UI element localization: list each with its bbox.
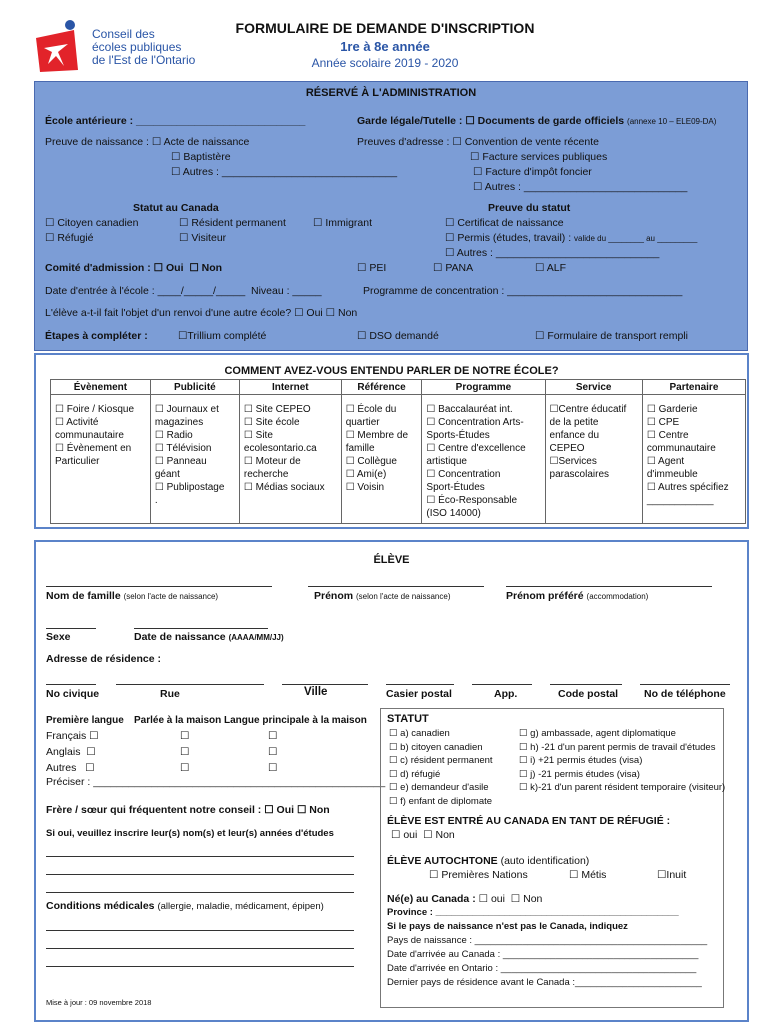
inuit-checkbox[interactable]: ☐Inuit	[657, 869, 687, 881]
sexe-line[interactable]	[46, 628, 96, 629]
survey-option[interactable]: (ISO 14000)	[426, 508, 481, 519]
statut-box	[380, 708, 724, 1008]
preuve-naissance-autres[interactable]: ☐ Autres : ______________________________	[171, 166, 398, 178]
preuve-adresse-facture[interactable]: ☐ Facture services publiques	[470, 151, 608, 163]
langue-header-1: Première langue	[46, 715, 124, 726]
adresse-label: Adresse de résidence :	[46, 653, 161, 665]
statut-option[interactable]: ☐ i) +21 permis études (visa)	[519, 755, 643, 766]
app-label: App.	[494, 688, 518, 700]
survey-option[interactable]: ☐ Baccalauréat int.	[426, 404, 513, 415]
survey-col-options[interactable]	[239, 395, 341, 524]
civique-line[interactable]	[46, 684, 96, 685]
survey-option[interactable]: ☐ École du	[345, 404, 397, 415]
transport-checkbox[interactable]: ☐ Formulaire de transport rempli	[535, 330, 688, 342]
freres-line-2[interactable]	[46, 874, 354, 875]
refugie-title: ÉLÈVE EST ENTRÉ AU CANADA EN TANT DE RÉFUGIÉ :	[387, 815, 671, 827]
preuve-autres[interactable]: ☐ Autres : ____________________________	[445, 247, 660, 259]
survey-option[interactable]: recherche	[243, 469, 289, 480]
maison-autres[interactable]: ☐	[180, 762, 190, 774]
maison-francais[interactable]: ☐	[180, 730, 190, 742]
autochtone-title: ÉLÈVE AUTOCHTONE (auto identification)	[387, 855, 590, 867]
survey-col-header: Internet	[239, 380, 341, 395]
survey-option[interactable]: Sport-Études	[426, 482, 485, 493]
survey-option[interactable]: ☐ Ami(e)	[345, 469, 387, 480]
arrivee-ontario-field[interactable]: Date d'arrivée en Ontario : _____________________________________	[387, 963, 697, 974]
survey-option[interactable]: communautaire	[55, 430, 124, 441]
nom-line[interactable]	[46, 586, 272, 587]
survey-option[interactable]: ☐ Journaux et	[154, 404, 219, 415]
survey-option[interactable]: d'immeuble	[646, 469, 698, 480]
dob-label: Date de naissance (AAAA/MM/JJ)	[134, 631, 284, 643]
survey-option[interactable]: parascolaires	[549, 469, 610, 480]
survey-option[interactable]: ☐ Activité	[55, 417, 99, 428]
survey-option[interactable]: ☐ Site	[243, 430, 273, 441]
form-year: Année scolaire 2019 - 2020	[311, 56, 459, 70]
langue-header-2: Parlée à la maison	[134, 715, 222, 726]
survey-option[interactable]: ☐ Garderie	[646, 404, 698, 415]
survey-option[interactable]: communautaire	[646, 443, 716, 454]
dob-line[interactable]	[134, 628, 268, 629]
sexe-label: Sexe	[46, 631, 71, 643]
comite-admission[interactable]: Comité d'admission : ☐ Oui ☐ Non	[45, 262, 223, 274]
civique-label: No civique	[46, 688, 100, 700]
preuve-naissance-baptistere[interactable]: ☐ Baptistère	[171, 151, 231, 163]
survey-col-header: Évènement	[51, 380, 151, 395]
principale-anglais[interactable]: ☐	[268, 746, 278, 758]
survey-option[interactable]: artistique	[426, 456, 467, 467]
survey-option[interactable]: quartier	[345, 417, 380, 428]
survey-option[interactable]: ☐ Autres spécifiez	[646, 482, 729, 493]
freres-question[interactable]: Frère / sœur qui fréquentent notre conseil : ☐ Oui ☐ Non	[46, 804, 330, 816]
survey-table	[50, 379, 746, 524]
survey-section	[34, 353, 749, 529]
survey-option[interactable]: Sports-Études	[426, 430, 490, 441]
survey-col-options[interactable]	[422, 395, 545, 524]
preciser-field[interactable]: Préciser : __________________________________________________	[46, 776, 386, 788]
programme-concentration-field[interactable]: Programme de concentration : ______________________________	[363, 285, 683, 297]
survey-col-options[interactable]	[150, 395, 239, 524]
preuve-adresse-convention[interactable]: Preuves d'adresse : ☐ Convention de vente récente	[357, 136, 599, 148]
casier-label: Casier postal	[386, 688, 452, 700]
conditions-line-1[interactable]	[46, 930, 354, 931]
dernier-pays-field[interactable]: Dernier pays de résidence avant le Canada :________________________	[387, 977, 702, 988]
statut-immigrant[interactable]: ☐ Immigrant	[313, 217, 373, 229]
mise-a-jour: Mise à jour : 09 novembre 2018	[46, 998, 152, 1007]
survey-col-options[interactable]	[341, 395, 422, 524]
survey-option[interactable]: ☐ Voisin	[345, 482, 385, 493]
survey-option[interactable]: ☐ Médias sociaux	[243, 482, 325, 493]
conditions-line-2[interactable]	[46, 948, 354, 949]
conditions-line-3[interactable]	[46, 966, 354, 967]
refugie-options[interactable]: ☐ oui ☐ Non	[391, 829, 455, 841]
statut-option[interactable]: ☐ b) citoyen canadien	[389, 741, 483, 753]
langue-autres[interactable]: Autres ☐	[46, 762, 95, 774]
survey-option[interactable]: magazines	[154, 417, 204, 428]
garde-legale-field[interactable]: Garde légale/Tutelle : ☐ Documents de garde officiels (annexe 10 – ELE09-DA)	[357, 115, 717, 127]
app-line[interactable]	[472, 684, 532, 685]
statut-refugie[interactable]: ☐ Réfugié	[45, 232, 94, 244]
survey-option[interactable]: CEPEO	[549, 443, 585, 454]
code-label: Code postal	[558, 688, 619, 700]
preuve-statut-title: Preuve du statut	[488, 202, 571, 214]
statut-option[interactable]: ☐ c) résident permanent	[389, 755, 493, 766]
preuve-adresse-autres[interactable]: ☐ Autres : ____________________________	[473, 181, 688, 193]
ville-line[interactable]	[282, 684, 368, 685]
survey-option[interactable]: ☐ Collègue	[345, 456, 397, 467]
survey-col-header: Publicité	[150, 380, 239, 395]
statut-option[interactable]: ☐ j) -21 permis études (visa)	[519, 768, 640, 780]
principale-autres[interactable]: ☐	[268, 762, 278, 774]
survey-col-options[interactable]	[51, 395, 151, 524]
prenom-label: Prénom (selon l'acte de naissance)	[314, 590, 451, 602]
survey-option[interactable]: ☐ Évènement en	[55, 443, 132, 454]
form-title: FORMULAIRE DE DEMANDE D'INSCRIPTION	[235, 20, 535, 36]
province-field[interactable]: Province : ______________________________________________	[387, 907, 679, 918]
form-grade: 1re à 8e année	[340, 39, 430, 54]
premieres-nations-checkbox[interactable]: ☐ Premières Nations	[429, 869, 528, 881]
statut-option[interactable]: ☐ h) -21 d'un parent permis de travail d'études	[519, 741, 716, 753]
survey-option[interactable]: de la petite	[549, 417, 599, 428]
statut-visiteur[interactable]: ☐ Visiteur	[179, 232, 227, 244]
preuve-naissance-acte[interactable]: Preuve de naissance : ☐ Acte de naissance	[45, 136, 250, 148]
survey-option[interactable]: ☐ Concentration Arts-	[426, 417, 524, 428]
casier-line[interactable]	[386, 684, 454, 685]
survey-option[interactable]: .	[154, 495, 158, 506]
preuve-permis[interactable]: ☐ Permis (études, travail) : valide du ________ au _________	[445, 232, 698, 244]
statut-option[interactable]: ☐ k)-21 d'un parent résident temporaire (visiteur)	[519, 782, 726, 793]
admin-section	[34, 81, 748, 351]
survey-option[interactable]: ☐Services	[549, 456, 597, 467]
survey-option[interactable]: ☐ Centre d'excellence	[426, 443, 526, 454]
survey-option[interactable]: ____________	[646, 495, 714, 506]
statut-resident[interactable]: ☐ Résident permanent	[179, 217, 286, 229]
statut-title: STATUT	[387, 713, 429, 725]
survey-option[interactable]: ☐ Télévision	[154, 443, 212, 454]
langue-francais[interactable]: Français ☐	[46, 730, 99, 742]
preuve-certificat[interactable]: ☐ Certificat de naissance	[445, 217, 564, 229]
tel-line[interactable]	[640, 684, 730, 685]
survey-option[interactable]: géant	[154, 469, 180, 480]
survey-option[interactable]: ☐ CPE	[646, 417, 680, 428]
ecole-anterieure-field[interactable]: École antérieure : _____________________________	[45, 115, 306, 127]
ne-canada-field[interactable]: Né(e) au Canada : ☐ oui ☐ Non	[387, 893, 543, 905]
eleve-section	[34, 540, 749, 1022]
rue-line[interactable]	[116, 684, 264, 685]
code-line[interactable]	[550, 684, 622, 685]
langue-header-3: Langue principale à la maison	[224, 715, 367, 726]
pays-naissance-field[interactable]: Pays de naissance : ____________________________________________	[387, 935, 708, 946]
statut-option[interactable]: ☐ a) canadien	[389, 728, 450, 739]
admin-title: RÉSERVÉ À L'ADMINISTRATION	[305, 87, 477, 99]
nom-label: Nom de famille (selon l'acte de naissance)	[46, 590, 219, 602]
survey-option[interactable]: ☐ Site école	[243, 417, 300, 428]
form-header	[220, 20, 550, 70]
prenom-line[interactable]	[308, 586, 484, 587]
survey-option[interactable]: enfance du	[549, 430, 600, 441]
date-entree-field[interactable]: Date d'entrée à l'école : ____/_____/_____ Niveau : _____	[45, 285, 322, 297]
survey-col-header: Partenaire	[642, 380, 745, 395]
statut-option[interactable]: ☐ g) ambassade, agent diplomatique	[519, 728, 676, 739]
survey-option[interactable]: ☐ Éco-Responsable	[426, 495, 518, 506]
survey-col-header: Référence	[341, 380, 422, 395]
maison-anglais[interactable]: ☐	[180, 746, 190, 758]
conditions-label: Conditions médicales (allergie, maladie, médicament, épipen)	[46, 900, 324, 912]
cepeo-logo-mark	[34, 20, 80, 72]
survey-option[interactable]: ☐ Radio	[154, 430, 193, 441]
statut-right-list	[519, 727, 725, 795]
si-oui-label: Si oui, veuillez inscrire leur(s) nom(s) et leur(s) années d'études	[46, 828, 334, 839]
trillium-checkbox[interactable]: ☐Trillium complété	[178, 330, 267, 342]
dso-checkbox[interactable]: ☐ DSO demandé	[357, 330, 439, 342]
statut-left-list	[389, 727, 493, 808]
ville-label: Ville	[304, 686, 328, 698]
prefere-line[interactable]	[506, 586, 712, 587]
survey-title: COMMENT AVEZ-VOUS ENTENDU PARLER DE NOTRE ÉCOLE?	[224, 365, 559, 377]
preuve-adresse-impot[interactable]: ☐ Facture d'impôt foncier	[473, 166, 592, 178]
tel-label: No de téléphone	[644, 688, 726, 700]
principale-francais[interactable]: ☐	[268, 730, 278, 742]
survey-option[interactable]: ☐ Membre de	[345, 430, 409, 441]
survey-option[interactable]: ☐Centre éducatif	[549, 404, 627, 415]
prefere-label: Prénom préféré (accommodation)	[506, 590, 649, 602]
langue-anglais[interactable]: Anglais ☐	[46, 746, 96, 758]
pana-checkbox[interactable]: ☐ PANA	[433, 262, 474, 274]
statut-option[interactable]: ☐ e) demandeur d'asile	[389, 782, 489, 793]
freres-line-3[interactable]	[46, 892, 354, 893]
survey-col-options[interactable]	[642, 395, 745, 524]
survey-col-header: Programme	[422, 380, 545, 395]
statut-canada-title: Statut au Canada	[133, 202, 219, 214]
survey-option[interactable]: ☐ Concentration	[426, 469, 501, 480]
alf-checkbox[interactable]: ☐ ALF	[535, 262, 567, 274]
freres-line-1[interactable]	[46, 856, 354, 857]
survey-option[interactable]: famille	[345, 443, 375, 454]
survey-col-options[interactable]	[545, 395, 642, 524]
etapes-label: Étapes à compléter :	[45, 330, 148, 342]
survey-option[interactable]: ☐ Panneau	[154, 456, 207, 467]
survey-option[interactable]: ☐ Foire / Kiosque	[55, 404, 134, 415]
survey-col-header: Service	[545, 380, 642, 395]
survey-option[interactable]: ☐ Moteur de	[243, 456, 301, 467]
pei-checkbox[interactable]: ☐ PEI	[357, 262, 387, 274]
arrivee-canada-field[interactable]: Date d'arrivée au Canada : _____________________________________	[387, 949, 699, 960]
renvoi-question[interactable]: L'élève a-t-il fait l'objet d'un renvoi d'une autre école? ☐ Oui ☐ Non	[45, 307, 358, 319]
rue-label: Rue	[160, 688, 180, 700]
metis-checkbox[interactable]: ☐ Métis	[569, 869, 607, 881]
survey-option[interactable]: ☐ Agent	[646, 456, 685, 467]
survey-option[interactable]: ecolesontario.ca	[243, 443, 317, 454]
survey-option[interactable]: ☐ Centre	[646, 430, 689, 441]
statut-option[interactable]: ☐ f) enfant de diplomate	[389, 795, 493, 807]
survey-option[interactable]: Particulier	[55, 456, 100, 467]
survey-option[interactable]: ☐ Publipostage	[154, 482, 225, 493]
statut-option[interactable]: ☐ d) réfugié	[389, 768, 441, 780]
cepeo-logo-text: Conseil des écoles publiques de l'Est de l'Ontario	[92, 27, 196, 67]
statut-citoyen[interactable]: ☐ Citoyen canadien	[45, 217, 139, 229]
eleve-title: ÉLÈVE	[373, 554, 410, 566]
si-pays-label: Si le pays de naissance n'est pas le Canada, indiquez	[387, 921, 628, 932]
survey-option[interactable]: ☐ Site CEPEO	[243, 404, 311, 415]
